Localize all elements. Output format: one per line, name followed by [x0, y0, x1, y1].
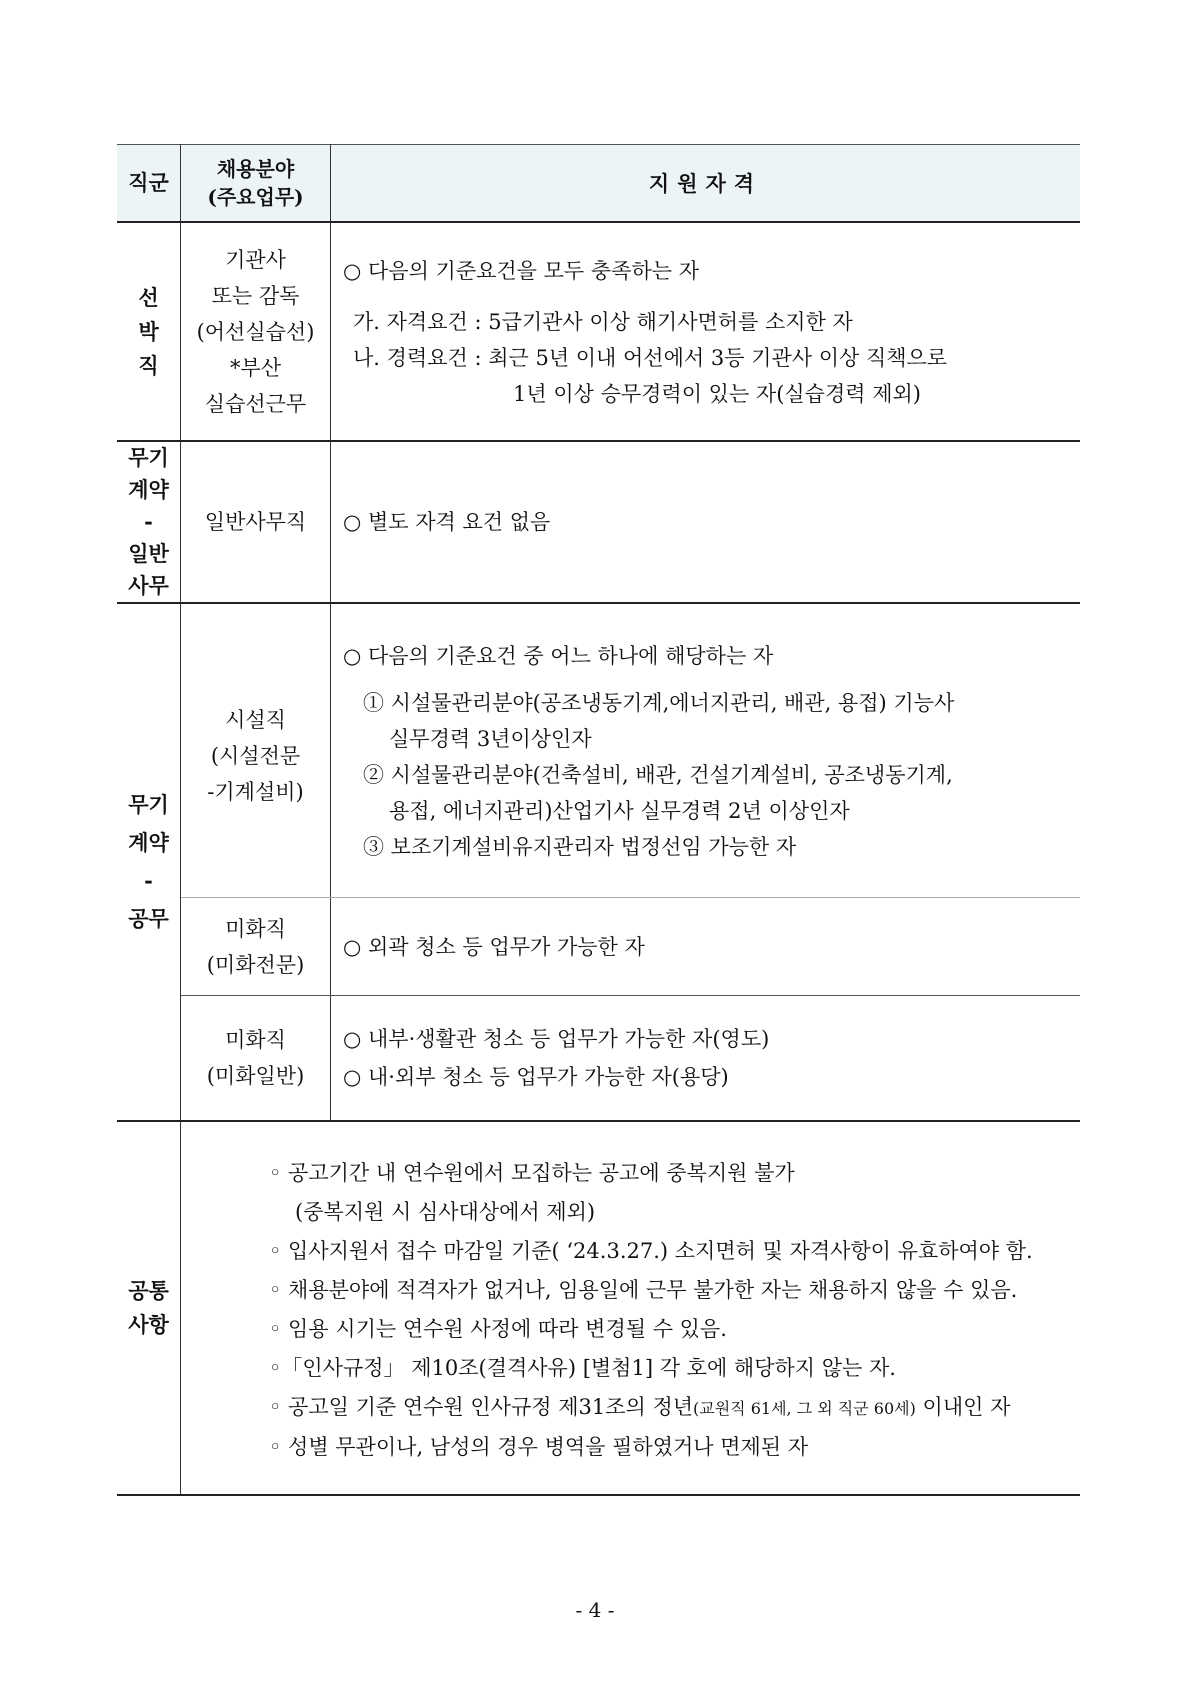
header-field-line1: 채용분야	[216, 157, 295, 181]
facility-item-2: ② 시설물관리분야(건축설비, 배관, 건설기계설비, 공조냉동기계,	[363, 762, 953, 787]
common-item-6	[269, 1388, 1080, 1428]
qualification-engineer	[331, 222, 1081, 441]
table-row	[117, 996, 1080, 1122]
qualification-main: ○ 별도 자격 요건 없음	[343, 510, 551, 534]
field-office: 일반사무직	[181, 441, 331, 603]
group-char: 사항	[128, 1312, 169, 1337]
qualification-main: ○ 외곽 청소 등 업무가 가능한 자	[343, 934, 645, 959]
field-line: (어선실습선)	[196, 319, 315, 344]
facility-item-1: ① 시설물관리분야(공조냉동기계,에너지관리, 배관, 용접) 기능사	[363, 690, 955, 715]
field-engineer	[181, 222, 331, 441]
group-ilban	[117, 441, 181, 603]
common-item-6-end: 이내인 자	[915, 1394, 1011, 1419]
field-line: 실습선근무	[204, 391, 307, 416]
common-item-6-small: (교원직 61세, 그 외 직군 60세)	[693, 1398, 916, 1418]
group-char: -	[144, 868, 153, 893]
header-job-group: 직군	[117, 145, 181, 223]
common-item-1: ◦ 공고기간 내 연수원에서 모집하는 공고에 중복지원 불가	[269, 1160, 795, 1185]
group-gongmu	[117, 603, 181, 1121]
group-char: 계약	[128, 830, 169, 855]
header-field	[181, 145, 331, 223]
group-char: 무기	[128, 445, 169, 470]
group-char: -	[144, 509, 153, 534]
field-line: 기관사	[225, 247, 286, 272]
header-field-line2: (주요업무)	[207, 185, 304, 209]
facility-item-1-cont: 실무경력 3년이상인자	[389, 726, 592, 751]
group-char: 계약	[128, 477, 169, 502]
field-line: (시설전문	[210, 743, 301, 768]
table-row	[117, 1121, 1080, 1495]
requirement-license: 가. 자격요건 : 5급기관사 이상 해기사면허를 소지한 자	[353, 309, 853, 334]
group-common	[117, 1121, 181, 1495]
field-cleaning-general	[181, 996, 331, 1122]
common-notes	[181, 1121, 1081, 1495]
common-item-2: ◦ 입사지원서 접수 마감일 기준( ‘24.3.27.) 소지면허 및 자격사항이 유효하여야 함.	[269, 1238, 1033, 1263]
table-row	[117, 898, 1080, 996]
facility-item-3: ③ 보조기계설비유지관리자 법정선임 가능한 자	[363, 834, 797, 859]
group-char: 박	[138, 318, 159, 344]
group-char: 선	[138, 284, 159, 310]
group-char: 공통	[128, 1278, 169, 1303]
common-item-5: ◦「인사규정」 제10조(결격사유) [별첨1] 각 호에 해당하지 않는 자.	[269, 1355, 896, 1380]
group-char: 직	[138, 352, 159, 378]
group-seonbak	[117, 222, 181, 441]
table-row	[117, 603, 1080, 898]
common-item-3: ◦ 채용분야에 적격자가 없거나, 임용일에 근무 불가한 자는 채용하지 않을 수 있음.	[269, 1277, 1018, 1302]
facility-item-2-cont: 용접, 에너지관리)산업기사 실무경력 2년 이상인자	[389, 798, 850, 823]
requirement-career: 나. 경력요건 : 최근 5년 이내 어선에서 3등 기관사 이상 직책으로	[353, 345, 948, 370]
common-item-6-main: ◦ 공고일 기준 연수원 인사규정 제31조의 정년	[269, 1394, 694, 1419]
page-number: - 4 -	[575, 1598, 615, 1622]
common-item-7: ◦ 성별 무관이나, 남성의 경우 병역을 필하였거나 면제된 자	[269, 1434, 809, 1459]
field-line: -기계설비)	[207, 779, 304, 804]
cleaning-yeongdo: ○ 내부·생활관 청소 등 업무가 가능한 자(영도)	[343, 1027, 770, 1051]
table-header-row	[117, 145, 1080, 223]
field-cleaning-pro	[181, 898, 331, 996]
header-qualification: 지원자격	[331, 145, 1081, 223]
field-line: 시설직	[225, 707, 286, 732]
qualification-facility	[331, 603, 1081, 898]
field-line: 미화직	[225, 916, 286, 941]
qualification-cleaning-general	[331, 996, 1081, 1122]
qualification-main: ○ 다음의 기준요건을 모두 충족하는 자	[343, 258, 699, 283]
group-char: 일반	[128, 541, 169, 566]
cleaning-yongdang: ○ 내·외부 청소 등 업무가 가능한 자(용당)	[343, 1065, 729, 1089]
group-char: 사무	[128, 573, 169, 598]
field-line: 미화직	[225, 1028, 286, 1052]
common-item-4: ◦ 임용 시기는 연수원 사정에 따라 변경될 수 있음.	[269, 1316, 727, 1341]
qualification-cleaning-pro	[331, 898, 1081, 996]
field-line: *부산	[229, 355, 282, 380]
field-line: (미화일반)	[206, 1064, 305, 1088]
requirement-career-cont: 1년 이상 승무경력이 있는 자(실습경력 제외)	[513, 381, 921, 406]
qualification-table	[117, 144, 1080, 1496]
field-line: (미화전문)	[206, 952, 305, 977]
field-line: 또는 감독	[211, 283, 300, 308]
field-facility	[181, 603, 331, 898]
table-row	[117, 441, 1080, 603]
group-char: 공무	[128, 906, 169, 931]
qualification-office	[331, 441, 1081, 603]
table-row	[117, 222, 1080, 441]
common-item-1-cont: (중복지원 시 심사대상에서 제외)	[295, 1199, 596, 1224]
qualification-main: ○ 다음의 기준요건 중 어느 하나에 해당하는 자	[343, 643, 774, 668]
group-char: 무기	[128, 792, 169, 817]
